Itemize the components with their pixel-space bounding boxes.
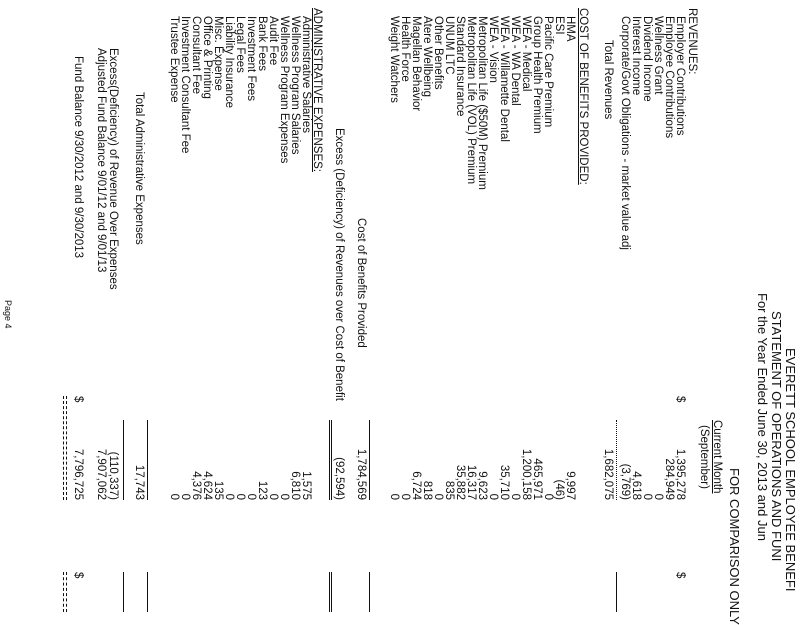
benefit-label: WEA - Vision: [487, 16, 499, 83]
admin-label: Wellness Program Salaries: [289, 16, 301, 155]
admin-label: Investment Fees: [245, 16, 257, 102]
title-line-2: STATEMENT OF OPERATIONS AND FUNI: [769, 311, 784, 562]
admin-heading: ADMINISTRATIVE EXPENSES:: [311, 8, 323, 173]
admin-value: 0: [223, 493, 235, 500]
column-header-current-month: Current Month: [711, 420, 723, 494]
benefit-label: UNUM LTC: [443, 16, 455, 75]
admin-value: 0: [179, 493, 191, 500]
total-revenues-label: Total Revenues: [602, 40, 614, 120]
benefit-label: HMA: [564, 16, 576, 42]
subtotal-rule: [369, 420, 370, 500]
subtotal-rule: [147, 420, 148, 500]
total-benefits-label: Cost of Benefits Provided: [355, 218, 367, 348]
benefit-value: 835: [443, 480, 455, 500]
excess-revenues-label: Excess (Deficiency) of Revenues over Cost of Benefit: [333, 128, 345, 401]
fund-balance-value: 7,796,725: [72, 448, 84, 500]
admin-label: Investment Consultant Fee: [179, 16, 191, 154]
benefit-label: Weight Watchers: [388, 16, 400, 103]
double-rule: [329, 420, 330, 500]
revenue-value: (3,769): [619, 463, 631, 500]
comparison-note: FOR COMPARISON ONLY: [727, 468, 742, 625]
benefit-value: 1,200,158: [520, 448, 532, 500]
fund-balance-label: Fund Balance 9/30/2012 and 9/30/2013: [72, 56, 84, 259]
dollar-sign: $: [72, 572, 84, 579]
revenues-heading: REVENUES:: [686, 8, 698, 75]
double-rule: [63, 572, 64, 612]
benefit-value: 6,724: [410, 471, 422, 500]
benefits-heading: COST OF BENEFITS PROVIDED:: [577, 8, 589, 185]
revenue-label: Employer Contributions: [674, 16, 686, 136]
admin-value: 0: [245, 493, 257, 500]
benefit-value: 9,997: [564, 471, 576, 500]
benefit-value: (46): [553, 479, 565, 500]
benefit-value: 16,317: [465, 464, 477, 500]
admin-value: 0: [234, 493, 246, 500]
total-admin-label: Total Administrative Expenses: [133, 92, 145, 245]
excess-expenses-label: Excess(Deficiency) of Revenue Over Expenses: [107, 48, 119, 290]
admin-label: Trustee Expense: [168, 16, 180, 103]
column-rule: [329, 572, 330, 612]
subtotal-rule: [123, 420, 124, 500]
benefit-label: Other Benefits: [432, 16, 444, 90]
admin-value: 4,376: [190, 471, 202, 500]
admin-label: Misc. Expense: [212, 16, 224, 91]
double-rule: [331, 420, 332, 500]
revenue-label: Employee Contributions: [663, 16, 675, 139]
excess-revenues-value: (92,594): [333, 457, 345, 500]
admin-value: 0: [168, 493, 180, 500]
dollar-sign: $: [674, 572, 686, 579]
admin-label: Bank Fees: [256, 16, 268, 71]
admin-value: 0: [267, 493, 279, 500]
revenue-label: Interest Income: [630, 16, 642, 96]
admin-label: Consultant Fee: [190, 16, 202, 94]
revenue-value: 284,949: [663, 458, 675, 500]
admin-value: 1,575: [300, 471, 312, 500]
admin-value: 6,810: [289, 471, 301, 500]
admin-label: Wellness Program Expenses: [278, 16, 290, 164]
benefit-label: WEA - WA Dental: [509, 16, 521, 106]
title-line-1: EVERETT SCHOOL EMPLOYEE BENEFI: [783, 348, 798, 592]
benefit-value: 0: [542, 493, 554, 500]
column-rule: [369, 572, 370, 612]
admin-value: 135: [212, 480, 224, 500]
benefit-value: 35,710: [498, 464, 510, 500]
revenue-value: 0: [641, 493, 653, 500]
revenue-value: 0: [652, 493, 664, 500]
adjusted-balance-value: 7,907,062: [95, 448, 107, 500]
adjusted-balance-label: Adjusted Fund Balance 9/01/12 and 9/01/13: [95, 48, 107, 273]
benefit-value: 0: [509, 493, 521, 500]
total-benefits-value: 1,784,569: [355, 448, 367, 500]
column-header-september: (September): [698, 425, 710, 489]
admin-label: Administrative Salaries: [300, 16, 312, 133]
benefit-label: Metropolitan Life ($50M) Premium: [476, 16, 488, 190]
column-rule: [123, 572, 124, 612]
revenue-value: 1,395,278: [674, 448, 686, 500]
benefit-label: Pacific Care Premium: [542, 16, 554, 128]
admin-value: 123: [256, 480, 268, 500]
benefit-value: 35,882: [454, 464, 466, 500]
benefit-label: Atere Wellbeing: [421, 16, 433, 97]
benefit-label: WEA - Willamette Dental: [498, 16, 510, 142]
excess-expenses-value: (110,337): [107, 451, 119, 500]
benefit-value: 818: [421, 480, 433, 500]
admin-label: Legal Fees: [234, 16, 246, 73]
title-line-3: For the Year Ended June 30, 2013 and Jun: [755, 293, 770, 541]
revenue-label: Dividend Income: [641, 16, 653, 102]
double-rule: [66, 572, 67, 612]
dollar-sign: $: [674, 396, 686, 403]
double-rule: [66, 396, 67, 500]
benefit-value: 0: [487, 493, 499, 500]
benefit-value: 0: [432, 493, 444, 500]
revenue-value: 4,618: [630, 471, 642, 500]
benefit-label: Magellan Behavior: [410, 16, 422, 112]
benefit-label: WEA - Medical: [520, 16, 532, 92]
benefit-value: 465,971: [531, 458, 543, 500]
revenue-label: Corporate/Govt Obligations - market value adj: [619, 16, 631, 250]
page-number: Page 4: [3, 300, 13, 329]
benefit-label: Metropolitan Life (VOL) Premium: [465, 16, 477, 185]
benefit-value: 0: [388, 493, 400, 500]
total-admin-value: 17,743: [133, 464, 145, 500]
benefit-label: Standard Insurance: [454, 16, 466, 117]
total-revenues-value: 1,682,075: [602, 448, 614, 500]
revenue-label: Wellness Grant: [652, 16, 664, 95]
admin-label: Office & Printing: [201, 16, 213, 99]
column-rule: [331, 572, 332, 612]
column-rule: [616, 572, 617, 612]
benefit-value: 9,623: [476, 471, 488, 500]
admin-value: 0: [278, 493, 290, 500]
benefit-label: Health Force: [399, 16, 411, 82]
admin-value: 4,624: [201, 471, 213, 500]
benefit-value: 0: [399, 493, 411, 500]
dollar-sign: $: [72, 396, 84, 403]
admin-label: Audit Fee: [267, 16, 279, 66]
admin-label: Liability Insurance: [223, 16, 235, 109]
double-rule: [63, 396, 64, 500]
benefit-label: ESI: [553, 16, 565, 35]
subtotal-rule: [616, 420, 617, 500]
column-rule: [147, 572, 148, 612]
benefit-label: Group Health Premium: [531, 16, 543, 134]
